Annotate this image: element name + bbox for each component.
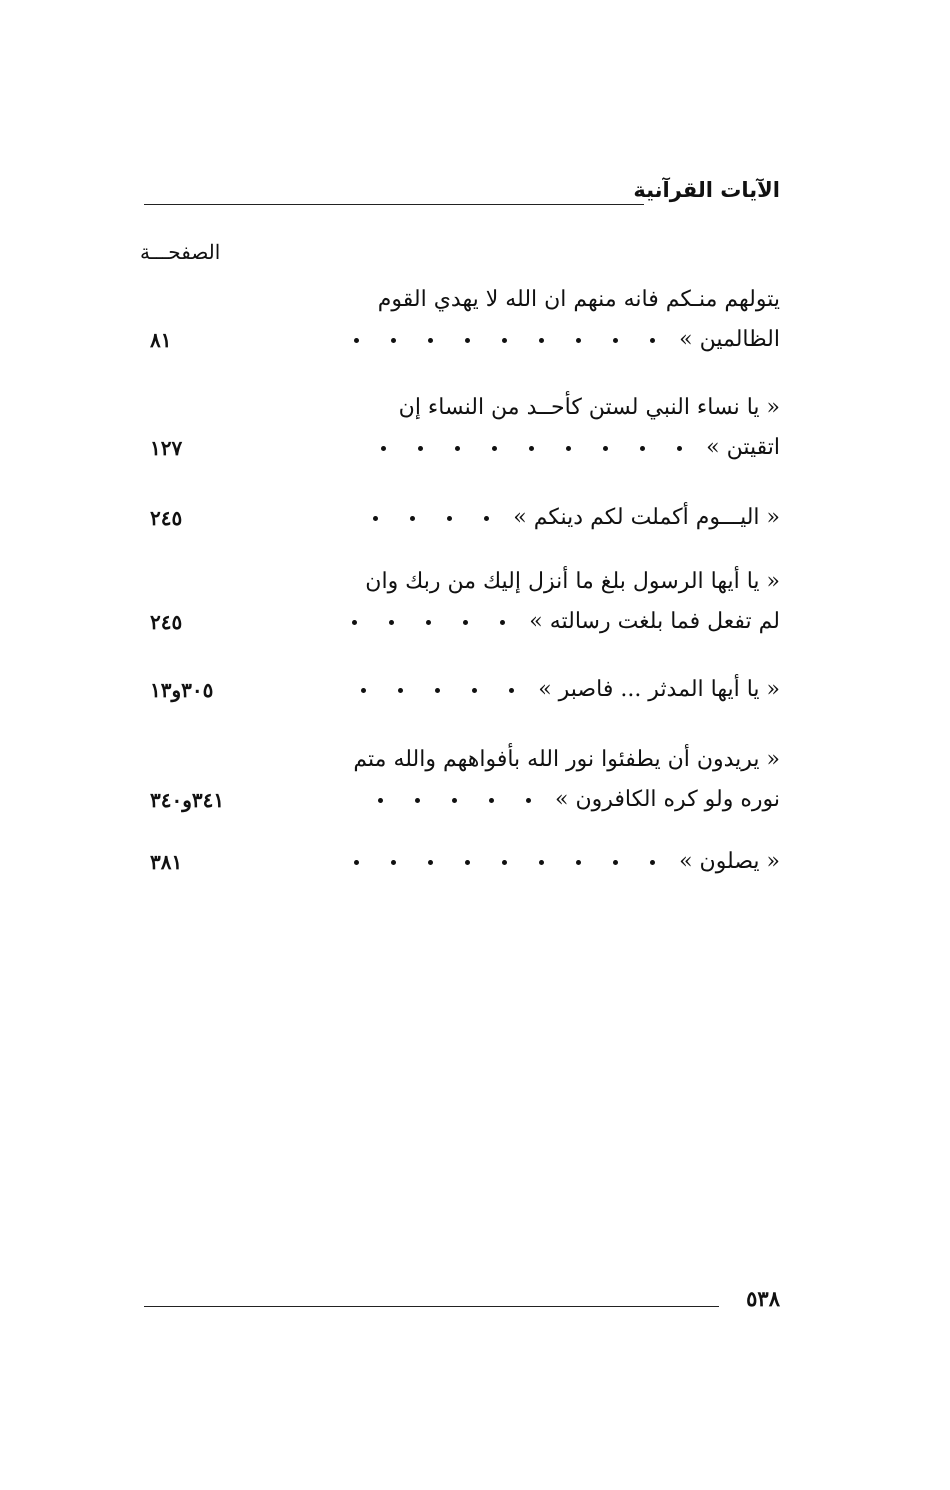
entry-1-page-number: ٨١ [150,328,172,352]
footer-page-number: ٥٣٨ [746,1286,780,1311]
entry-7-line-1: « يصلون » [350,842,780,882]
leader-dots [350,670,530,710]
leader-dots [350,842,671,882]
leader-dots [350,320,671,360]
entry-3-line-1: « اليـــوم أكملت لكم دينكم » [350,498,780,538]
footer-rule [144,1306,719,1307]
entry-6-line-2: نوره ولو كره الكافرون » [350,780,780,820]
leader-dots [365,428,698,468]
entry-2-line-1: « يا نساء النبي لستن كأحــد من النساء إن [398,395,780,420]
entry-4-line-2: لم تفعل فما بلغت رسالته » [350,602,780,642]
entry-7-page-number: ٣٨١ [150,850,183,874]
entry-5-line-1: « يا أيها المدثر ... فاصبر » [350,670,780,710]
entry-4-line-1: « يا أيها الرسول بلغ ما أنزل إليك من ربك وان [365,569,780,594]
running-header-title: الآيات القرآنية [633,178,780,202]
page-column-label: الصفحـــة [140,240,221,264]
entry-1-line-2: الظالمين » [350,320,780,360]
leader-dots [350,602,521,642]
leader-dots [350,498,505,538]
entry-5-page-number: ٣٠٥و١٣ [150,678,214,702]
entry-2-line-2: اتقيتن » [350,428,780,468]
entry-6-page-number: ٣٤١و٣٤٠ [150,788,225,812]
entry-1-line-1: يتولهم منـكم فانه منهم ان الله لا يهدي القوم [377,287,780,312]
entry-6-line-1: « يريدون أن يطفئوا نور الله بأفواههم والله متم [353,747,780,772]
entry-2-page-number: ١٢٧ [150,436,183,460]
leader-dots [362,780,547,820]
entry-4-page-number: ٢٤٥ [150,610,183,634]
header-rule [144,204,644,205]
entry-3-page-number: ٢٤٥ [150,506,183,530]
